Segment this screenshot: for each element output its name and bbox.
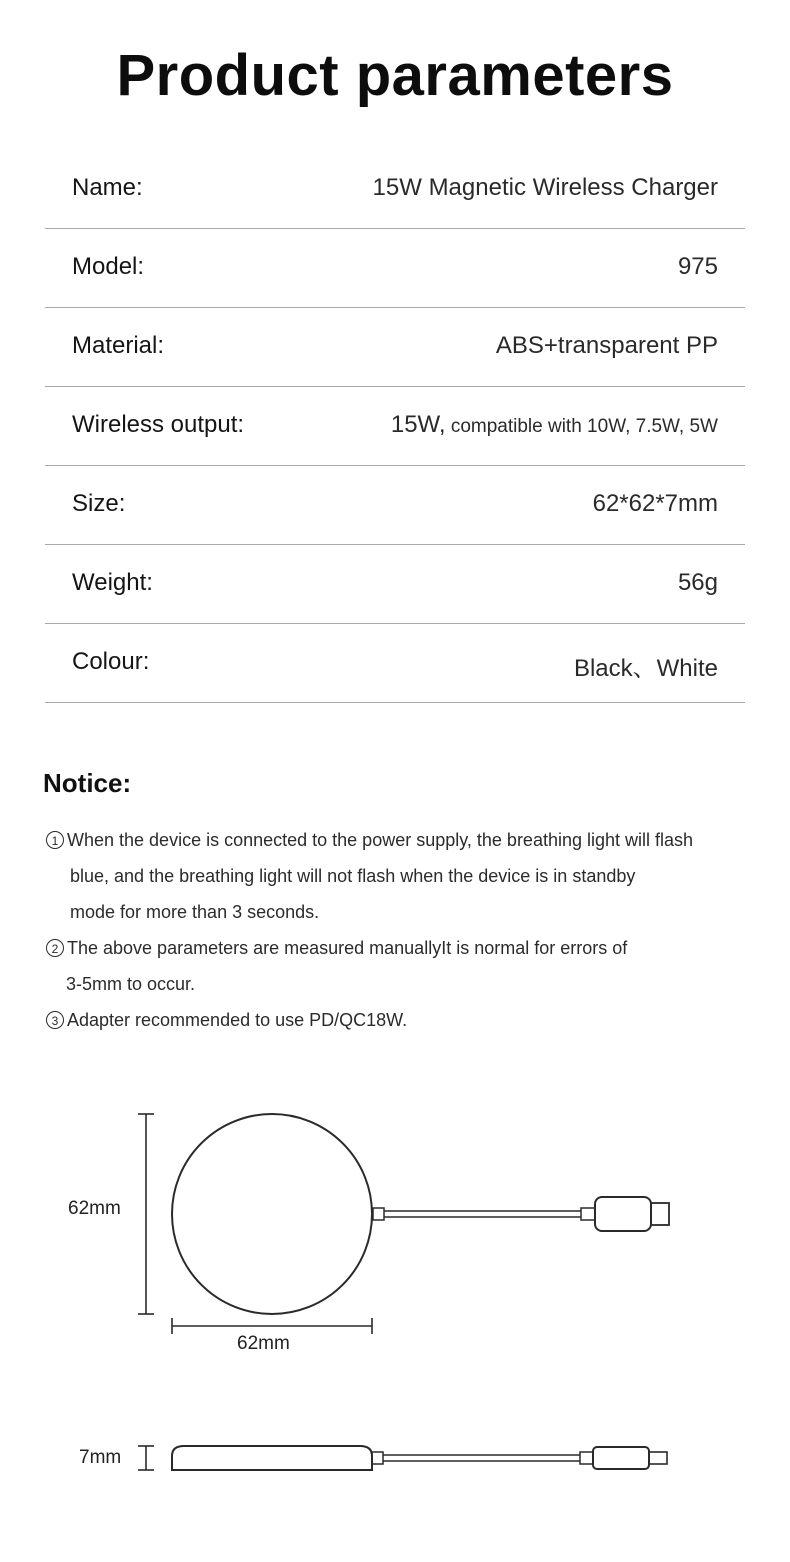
spec-label: Model:: [72, 253, 145, 280]
spec-label: Name:: [72, 174, 143, 201]
spec-label: Size:: [72, 490, 126, 517]
spec-value: 975: [677, 253, 718, 280]
width-dimension-label: 62mm: [237, 1333, 290, 1354]
usb-connector-side-outline: [593, 1447, 649, 1469]
notice-title: Notice:: [43, 768, 132, 798]
page-title: Product parameters: [116, 43, 674, 108]
height-dimension-label: 62mm: [68, 1198, 121, 1219]
spec-value-main: 15W,: [390, 411, 446, 438]
notice-line: Adapter recommended to use PD/QC18W.: [67, 1010, 408, 1030]
charger-side-outline: [172, 1446, 372, 1470]
notice-line: The above parameters are measured manuallyIt is normal for errors of: [67, 938, 628, 958]
spec-label: Wireless output:: [72, 411, 245, 438]
spec-value: ABS+transparent PP: [495, 332, 718, 359]
spec-value: Black、White: [573, 655, 718, 682]
charger-disc-outline: [172, 1114, 372, 1314]
spec-value: 62*62*7mm: [592, 490, 718, 517]
charger-side-view: [138, 1446, 667, 1470]
charger-top-view: [138, 1114, 669, 1334]
spec-value: 15W Magnetic Wireless Charger: [372, 174, 718, 201]
notice-line: 3-5mm to occur.: [66, 974, 196, 994]
usb-connector-outline: [595, 1197, 651, 1231]
spec-label: Weight:: [72, 569, 153, 596]
spec-label: Material:: [72, 332, 165, 359]
notice-line: blue, and the breathing light will not flash when the device is in standby: [70, 866, 636, 886]
notice-number-badge: 2: [46, 939, 64, 957]
spec-value-compat: compatible with 10W, 7.5W, 5W: [445, 416, 718, 437]
notice-number-badge: 1: [46, 831, 64, 849]
spec-label: Colour:: [72, 648, 150, 675]
notice-line: mode for more than 3 seconds.: [70, 902, 320, 922]
spec-value: 56g: [677, 569, 718, 596]
thickness-dimension-label: 7mm: [79, 1447, 122, 1468]
notice-line: When the device is connected to the power supply, the breathing light will flash: [67, 830, 694, 850]
notice-number-badge: 3: [46, 1011, 64, 1029]
